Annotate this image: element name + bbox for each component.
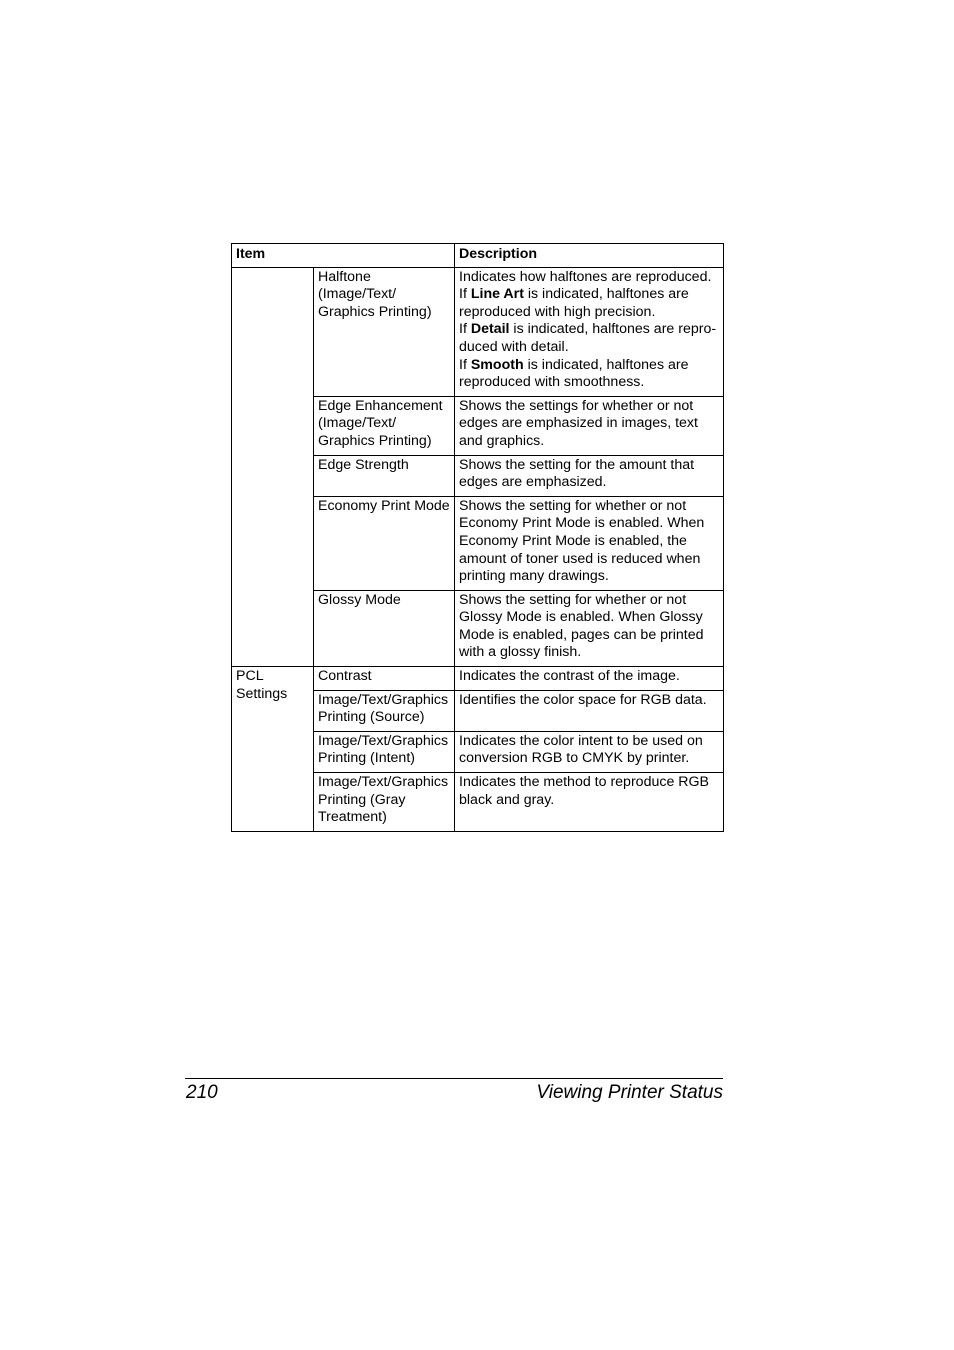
- description-text: edges are emphasized in images, text: [459, 415, 698, 432]
- subitem-line: Edge Enhancement: [318, 397, 443, 414]
- subitem-line: Graphics Printing): [318, 432, 432, 449]
- description-text: Indicates the color intent to be used on: [459, 732, 703, 749]
- header-item: Item: [232, 244, 455, 268]
- footer-rule: [185, 1078, 723, 1079]
- subitem-line: Halftone: [318, 268, 371, 285]
- table-row: [232, 667, 724, 691]
- subitem-line: Printing (Intent): [318, 750, 415, 767]
- description-line: [459, 269, 720, 287]
- group-cell-pcl-settings: [232, 667, 314, 832]
- description-line: [459, 551, 720, 569]
- description-line: [459, 433, 720, 451]
- description-line: [459, 374, 720, 392]
- subitem-line: Image/Text/Graphics: [318, 732, 449, 749]
- subitem-cell: [314, 496, 455, 590]
- subitem-line: Image/Text/Graphics: [318, 774, 449, 791]
- header-description: Description: [455, 244, 724, 268]
- description-line: [459, 339, 720, 357]
- description-line: [459, 750, 720, 768]
- description-line: [459, 792, 720, 810]
- description-line: [459, 592, 720, 610]
- description-cell: [455, 267, 724, 396]
- subitem-cell: [314, 455, 455, 496]
- description-text: Economy Print Mode is enabled. When: [459, 515, 705, 532]
- subitem-cell: [314, 690, 455, 731]
- description-line: [459, 357, 720, 375]
- description-line: [459, 733, 720, 751]
- description-text: Glossy Mode is enabled. When Glossy: [459, 609, 703, 626]
- subitem-line: Edge Strength: [318, 456, 409, 473]
- group-label-line: Settings: [236, 685, 288, 702]
- subitem-line: Economy Print Mode: [318, 497, 450, 514]
- description-text: amount of toner used is reduced when: [459, 550, 701, 567]
- subitem-line: Glossy Mode: [318, 591, 401, 608]
- description-cell: [455, 496, 724, 590]
- description-emphasis: Detail: [470, 321, 510, 338]
- table-body: [232, 267, 724, 831]
- description-cell: [455, 773, 724, 832]
- description-line: [459, 774, 720, 792]
- group-label-line: PCL: [236, 668, 264, 685]
- description-text: Identifies the color space for RGB data.: [459, 691, 707, 708]
- description-line: [459, 568, 720, 586]
- description-line: [459, 609, 720, 627]
- subitem-line: Graphics Printing): [318, 303, 432, 320]
- subitem-cell: [314, 396, 455, 455]
- subitem-line: Treatment): [318, 809, 387, 826]
- description-line: [459, 457, 720, 475]
- description-cell: [455, 455, 724, 496]
- description-text: is indicated, halftones are repro-: [509, 321, 717, 338]
- description-line: [459, 692, 720, 710]
- description-text: Shows the setting for the amount that: [459, 456, 695, 473]
- subitem-cell: [314, 590, 455, 666]
- group-cell-empty: [232, 267, 314, 666]
- description-cell: [455, 590, 724, 666]
- description-text: reproduced with smoothness.: [459, 374, 645, 391]
- description-text: edges are emphasized.: [459, 474, 607, 491]
- description-text: If: [459, 286, 471, 303]
- table-row: [232, 267, 724, 396]
- description-line: [459, 415, 720, 433]
- description-text: and graphics.: [459, 432, 545, 449]
- page-number: 210: [186, 1082, 218, 1103]
- description-cell: [455, 667, 724, 691]
- table-header-row: [232, 244, 724, 268]
- description-line: [459, 304, 720, 322]
- description-text: Indicates the method to reproduce RGB: [459, 774, 710, 791]
- description-text: Indicates the contrast of the image.: [459, 668, 680, 685]
- subitem-cell: [314, 731, 455, 772]
- description-cell: [455, 690, 724, 731]
- settings-table: [231, 243, 724, 832]
- description-text: conversion RGB to CMYK by printer.: [459, 750, 690, 767]
- description-line: [459, 668, 720, 686]
- section-title: Viewing Printer Status: [536, 1082, 723, 1103]
- subitem-line: (Image/Text/: [318, 286, 397, 303]
- description-text: Shows the setting for whether or not: [459, 497, 687, 514]
- description-emphasis: Smooth: [470, 356, 524, 373]
- description-text: Indicates how halftones are reproduced.: [459, 268, 712, 285]
- subitem-line: (Image/Text/: [318, 415, 397, 432]
- description-text: Shows the settings for whether or not: [459, 397, 694, 414]
- description-text: Mode is enabled, pages can be printed: [459, 626, 704, 643]
- description-line: [459, 644, 720, 662]
- description-line: [459, 533, 720, 551]
- subitem-cell: [314, 773, 455, 832]
- description-cell: [455, 731, 724, 772]
- description-line: [459, 515, 720, 533]
- subitem-cell: [314, 667, 455, 691]
- description-text: Economy Print Mode is enabled, the: [459, 532, 687, 549]
- description-text: black and gray.: [459, 791, 555, 808]
- subitem-line: Contrast: [318, 668, 372, 685]
- description-line: [459, 398, 720, 416]
- description-line: [459, 627, 720, 645]
- description-cell: [455, 396, 724, 455]
- description-text: reproduced with high precision.: [459, 303, 656, 320]
- description-text: printing many drawings.: [459, 568, 609, 585]
- description-line: [459, 321, 720, 339]
- subitem-line: Image/Text/Graphics: [318, 691, 449, 708]
- subitem-line: Printing (Source): [318, 709, 425, 726]
- description-text: with a glossy finish.: [459, 644, 582, 661]
- description-text: If: [459, 321, 471, 338]
- description-line: [459, 286, 720, 304]
- description-text: Shows the setting for whether or not: [459, 591, 687, 608]
- description-text: duced with detail.: [459, 338, 569, 355]
- description-text: is indicated, halftones are: [523, 286, 689, 303]
- description-line: [459, 474, 720, 492]
- subitem-cell: [314, 267, 455, 396]
- description-line: [459, 498, 720, 516]
- subitem-line: Printing (Gray: [318, 791, 406, 808]
- description-text: If: [459, 356, 471, 373]
- description-emphasis: Line Art: [470, 286, 524, 303]
- description-text: is indicated, halftones are: [523, 356, 689, 373]
